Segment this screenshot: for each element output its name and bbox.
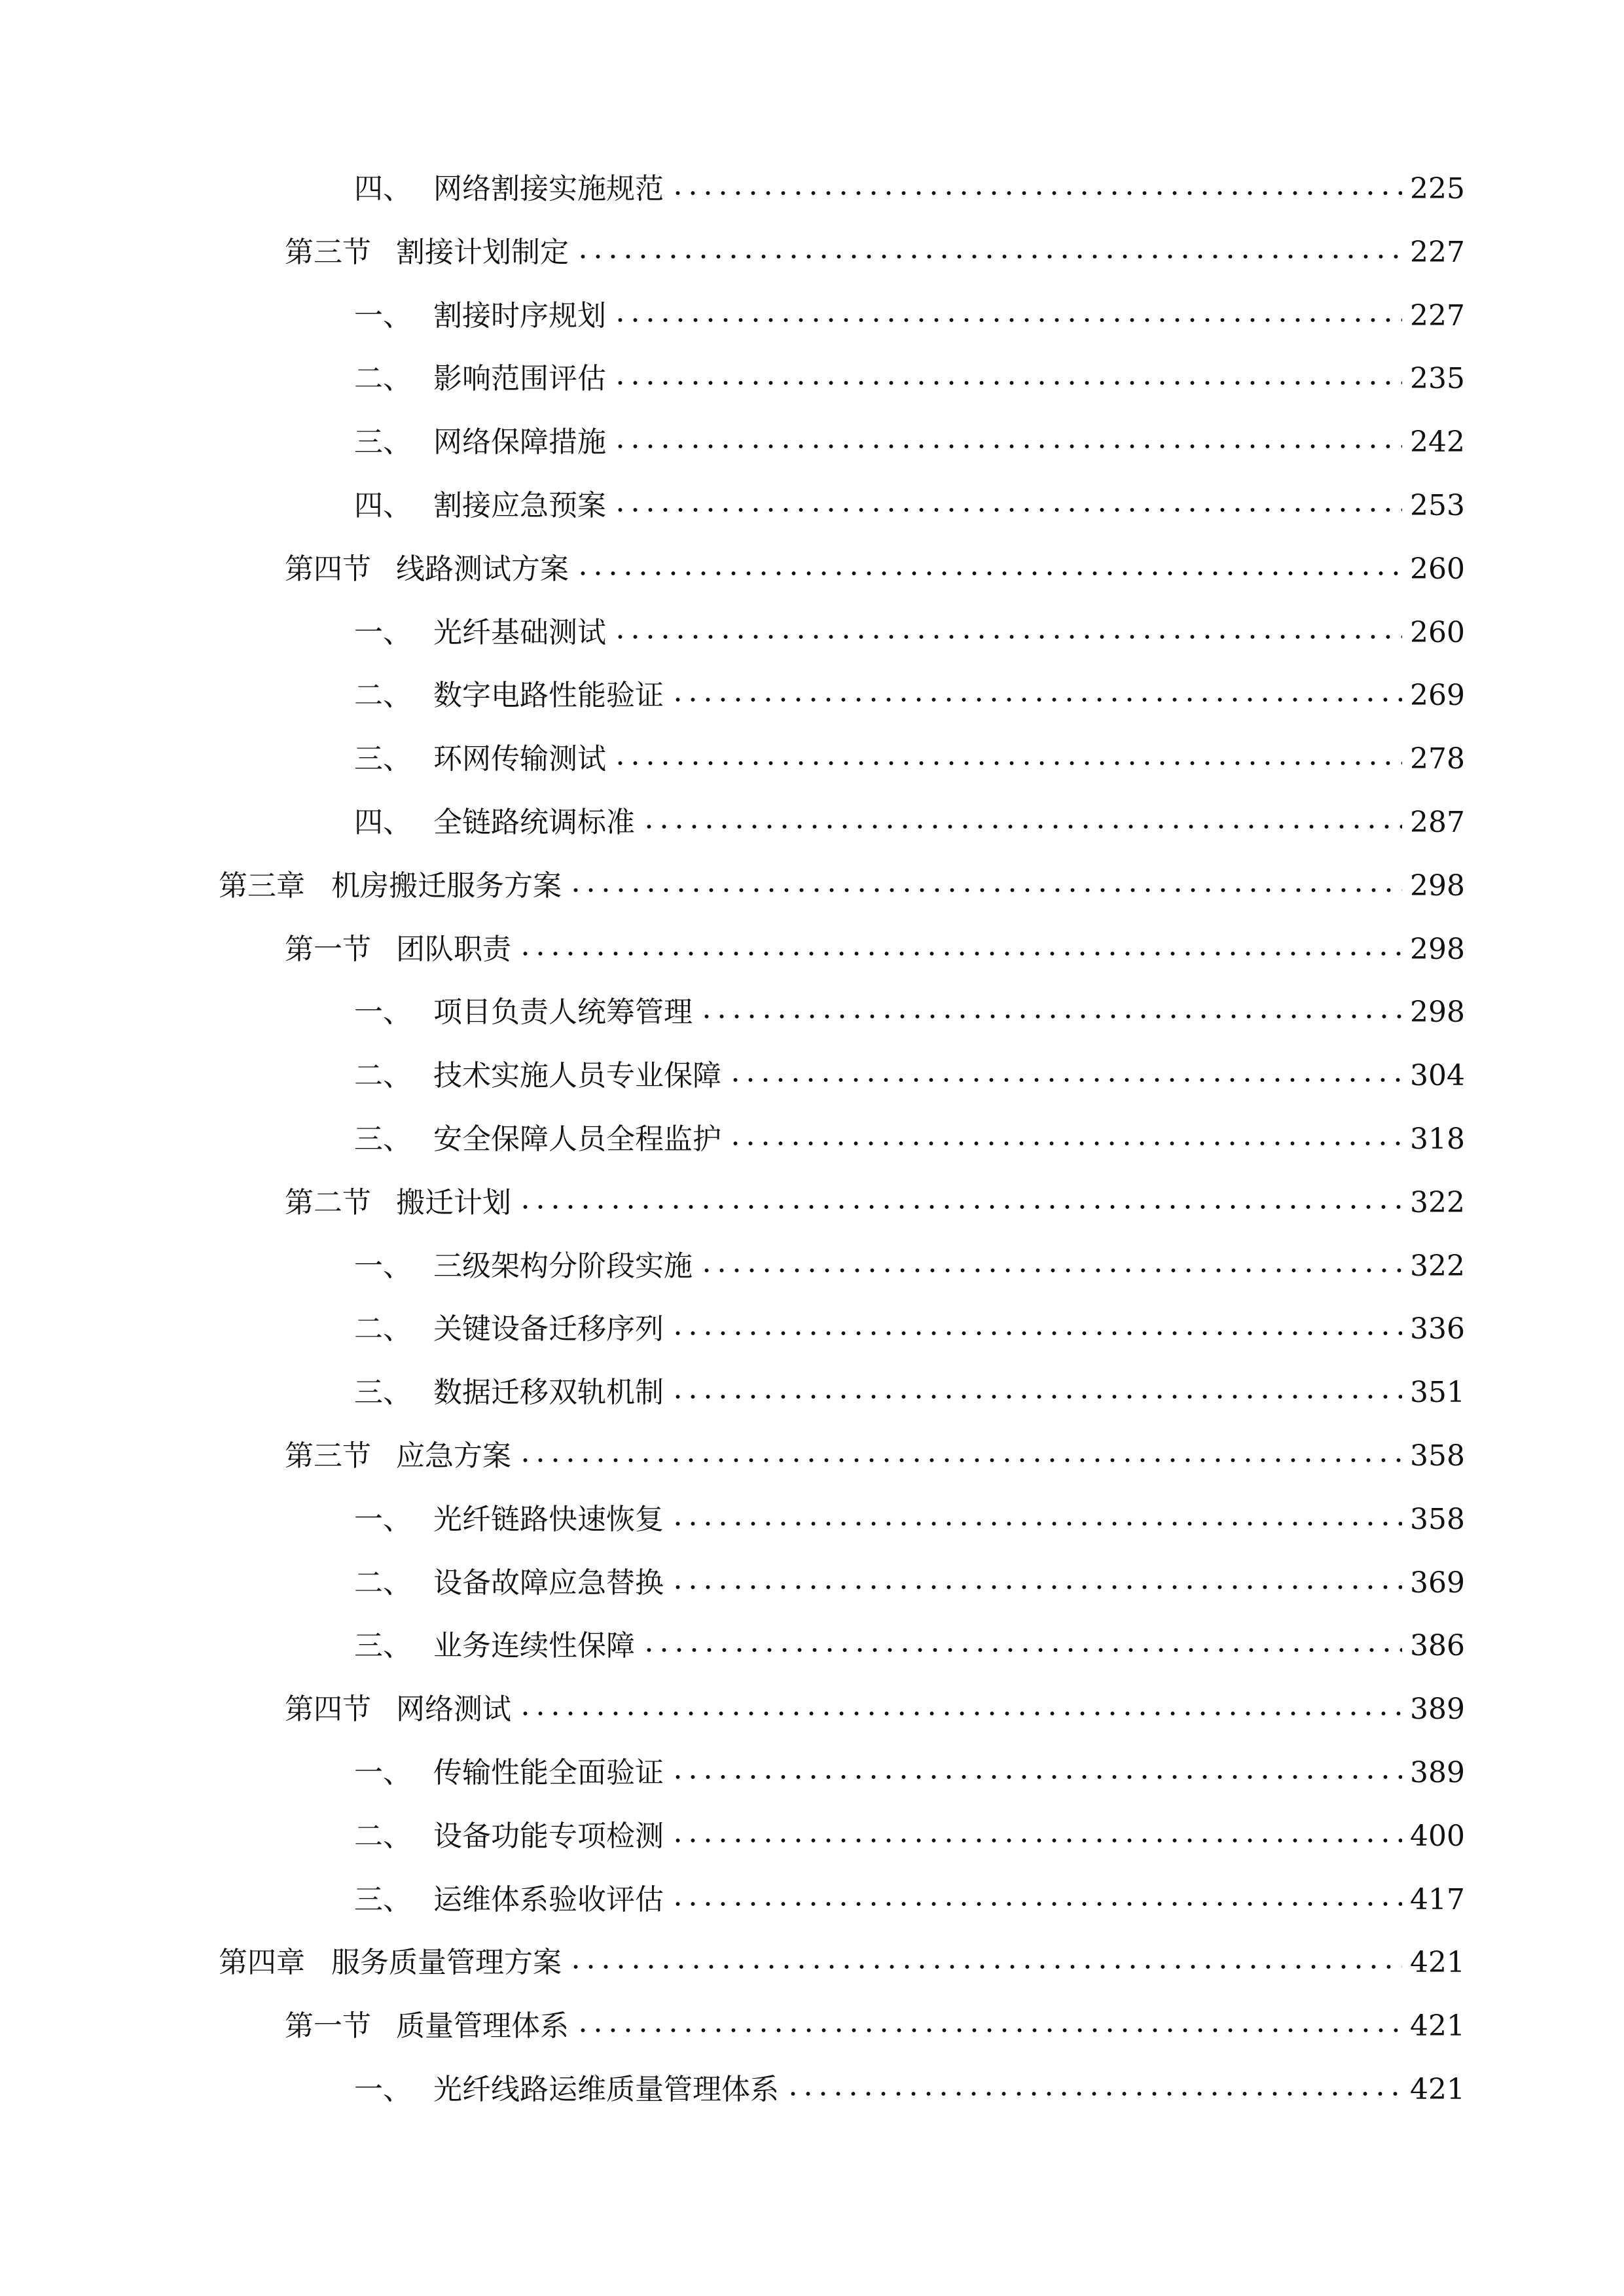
entry-title: 安全保障人员全程监护 — [433, 1122, 721, 1156]
entry-title: 团队职责 — [396, 933, 511, 966]
toc-entry[interactable] — [219, 1925, 1465, 1979]
entry-title: 网络保障措施 — [433, 425, 606, 459]
entry-label — [354, 1378, 664, 1407]
toc-entry[interactable] — [285, 1165, 1465, 1219]
entry-label — [285, 238, 569, 267]
entry-title: 运维体系验收评估 — [433, 1883, 664, 1916]
entry-number: 一、 — [354, 2073, 412, 2106]
entry-page-number: 389 — [1410, 1693, 1465, 1726]
entry-page-number: 287 — [1410, 806, 1465, 839]
entry-label — [354, 489, 606, 522]
toc-entry[interactable] — [354, 975, 1465, 1029]
toc-entry[interactable] — [219, 848, 1465, 903]
dot-leader — [670, 1773, 1402, 1781]
entry-page-number: 235 — [1410, 362, 1465, 395]
entry-label — [285, 1695, 511, 1724]
entry-label — [219, 869, 562, 903]
entry-page-number: 389 — [1410, 1756, 1465, 1789]
entry-number: 三、 — [354, 1376, 412, 1409]
entry-number: 三、 — [354, 1122, 412, 1156]
toc-entry[interactable] — [285, 531, 1465, 586]
entry-page-number: 421 — [1410, 1946, 1465, 1979]
dot-leader — [518, 950, 1402, 958]
toc-entry[interactable] — [354, 1038, 1465, 1092]
entry-number: 三、 — [354, 1883, 412, 1916]
dot-leader — [613, 759, 1402, 767]
entry-page-number: 298 — [1410, 933, 1465, 966]
entry-label — [354, 1505, 664, 1534]
entry-number: 二、 — [354, 1820, 412, 1853]
toc-entry[interactable] — [285, 1418, 1465, 1473]
toc-entry[interactable] — [285, 912, 1465, 966]
entry-label — [354, 742, 606, 776]
entry-number: 二、 — [354, 1566, 412, 1600]
entry-page-number: 225 — [1410, 172, 1465, 206]
dot-leader — [613, 316, 1402, 324]
dot-leader — [641, 823, 1402, 831]
entry-page-number: 227 — [1410, 299, 1465, 332]
entry-label — [285, 1186, 511, 1219]
entry-number: 三、 — [354, 425, 412, 459]
entry-page-number: 322 — [1410, 1249, 1465, 1283]
entry-number: 一、 — [354, 1503, 412, 1536]
toc-entry[interactable] — [354, 595, 1465, 649]
entry-title: 传输性能全面验证 — [433, 1756, 664, 1789]
entry-label — [354, 808, 635, 837]
entry-page-number: 242 — [1410, 425, 1465, 459]
entry-title: 技术实施人员专业保障 — [433, 1059, 721, 1092]
entry-number: 第一节 — [285, 2009, 371, 2043]
entry-page-number: 421 — [1410, 2009, 1465, 2043]
entry-number: 第四节 — [285, 552, 371, 586]
dot-leader — [728, 1076, 1402, 1084]
dot-leader — [670, 1837, 1402, 1844]
entry-title: 光纤线路运维质量管理体系 — [433, 2073, 779, 2106]
entry-label — [354, 172, 664, 206]
dot-leader — [613, 442, 1402, 450]
entry-number: 三、 — [354, 742, 412, 776]
dot-leader — [670, 1329, 1402, 1337]
entry-page-number: 351 — [1410, 1376, 1465, 1409]
dot-leader — [613, 506, 1402, 514]
dot-leader — [670, 189, 1402, 197]
entry-label — [354, 681, 664, 710]
toc-entry[interactable] — [354, 785, 1465, 839]
toc-entry[interactable] — [354, 1862, 1465, 1916]
dot-leader — [785, 2090, 1402, 2098]
entry-label — [354, 1629, 635, 1662]
entry-page-number: 260 — [1410, 616, 1465, 649]
entry-page-number: 298 — [1410, 869, 1465, 903]
toc-entry[interactable] — [354, 1799, 1465, 1853]
entry-page-number: 386 — [1410, 1629, 1465, 1662]
entry-page-number: 269 — [1410, 679, 1465, 712]
entry-title: 割接应急预案 — [433, 489, 606, 522]
entry-label — [354, 1756, 664, 1789]
entry-label — [219, 1948, 562, 1977]
entry-title: 全链路统调标准 — [433, 806, 635, 839]
dot-leader — [670, 1393, 1402, 1401]
entry-number: 一、 — [354, 616, 412, 649]
dot-leader — [728, 1139, 1402, 1147]
entry-page-number: 336 — [1410, 1312, 1465, 1346]
dot-leader — [670, 1900, 1402, 1908]
entry-label — [354, 425, 606, 459]
dot-leader — [518, 1456, 1402, 1464]
entry-number: 四、 — [354, 806, 412, 839]
entry-title: 割接时序规划 — [433, 299, 606, 332]
dot-leader — [568, 886, 1402, 894]
entry-number: 一、 — [354, 299, 412, 332]
entry-title: 环网传输测试 — [433, 742, 606, 776]
toc-entry[interactable] — [354, 1482, 1465, 1536]
entry-page-number: 278 — [1410, 742, 1465, 776]
entry-number: 第二节 — [285, 1186, 371, 1219]
dot-leader — [613, 379, 1402, 387]
entry-title: 三级架构分阶段实施 — [433, 1249, 693, 1283]
dot-leader — [568, 1963, 1402, 1971]
entry-label — [354, 1883, 664, 1916]
entry-label — [354, 1566, 664, 1600]
toc-entry[interactable] — [354, 1545, 1465, 1600]
entry-label — [354, 299, 606, 332]
entry-title: 设备功能专项检测 — [433, 1820, 664, 1853]
entry-page-number: 358 — [1410, 1439, 1465, 1473]
entry-title: 线路测试方案 — [396, 552, 569, 586]
toc-entry[interactable] — [354, 341, 1465, 395]
toc-entry[interactable] — [354, 1735, 1465, 1789]
entry-page-number: 304 — [1410, 1059, 1465, 1092]
entry-page-number: 227 — [1410, 236, 1465, 269]
dot-leader — [575, 569, 1402, 577]
entry-number: 三、 — [354, 1629, 412, 1662]
entry-title: 割接计划制定 — [396, 236, 569, 269]
entry-title: 关键设备迁移序列 — [433, 1312, 664, 1346]
toc-entry[interactable] — [354, 1229, 1465, 1283]
entry-title: 光纤链路快速恢复 — [433, 1503, 664, 1536]
entry-title: 应急方案 — [396, 1439, 511, 1473]
entry-page-number: 358 — [1410, 1503, 1465, 1536]
dot-leader — [699, 1013, 1402, 1020]
entry-page-number: 417 — [1410, 1883, 1465, 1916]
toc-entry[interactable] — [285, 215, 1465, 269]
entry-page-number: 260 — [1410, 552, 1465, 586]
dot-leader — [670, 1520, 1402, 1528]
entry-title: 业务连续性保障 — [433, 1629, 635, 1662]
entry-number: 第四节 — [285, 1693, 371, 1726]
dot-leader — [670, 696, 1402, 704]
entry-title: 搬迁计划 — [396, 1186, 511, 1219]
entry-label — [354, 1249, 693, 1283]
entry-number: 二、 — [354, 362, 412, 395]
toc-entry[interactable] — [354, 2052, 1465, 2106]
entry-label — [354, 2075, 779, 2104]
dot-leader — [518, 1203, 1402, 1211]
entry-label — [354, 616, 606, 649]
entry-label — [354, 998, 693, 1027]
entry-label — [285, 2009, 569, 2043]
dot-leader — [670, 1583, 1402, 1591]
entry-number: 二、 — [354, 1059, 412, 1092]
dot-leader — [575, 2026, 1402, 2034]
entry-page-number: 253 — [1410, 489, 1465, 522]
toc-entry[interactable] — [354, 278, 1465, 332]
dot-leader — [613, 633, 1402, 641]
entry-label — [285, 935, 511, 964]
entry-title: 网络割接实施规范 — [433, 172, 664, 206]
toc-entry[interactable] — [285, 1988, 1465, 2043]
entry-number: 四、 — [354, 489, 412, 522]
toc-entry[interactable] — [354, 404, 1465, 459]
dot-leader — [641, 1646, 1402, 1654]
entry-number: 一、 — [354, 1249, 412, 1283]
entry-number: 第四章 — [219, 1946, 305, 1979]
toc-entry[interactable] — [354, 151, 1465, 206]
entry-label — [285, 552, 569, 586]
entry-title: 光纤基础测试 — [433, 616, 606, 649]
toc-entry[interactable] — [354, 468, 1465, 522]
entry-number: 二、 — [354, 679, 412, 712]
toc-entry[interactable] — [285, 1672, 1465, 1726]
dot-leader — [575, 253, 1402, 260]
toc-entry[interactable] — [354, 1102, 1465, 1156]
entry-title: 影响范围评估 — [433, 362, 606, 395]
entry-title: 机房搬迁服务方案 — [331, 869, 562, 903]
toc-entry[interactable] — [354, 721, 1465, 776]
entry-title: 设备故障应急替换 — [433, 1566, 664, 1600]
entry-title: 质量管理体系 — [396, 2009, 569, 2043]
toc-entry[interactable] — [354, 1608, 1465, 1662]
dot-leader — [518, 1710, 1402, 1717]
entry-title: 网络测试 — [396, 1693, 511, 1726]
toc-entry[interactable] — [354, 658, 1465, 712]
entry-number: 第三节 — [285, 236, 371, 269]
entry-number: 二、 — [354, 1312, 412, 1346]
entry-page-number: 400 — [1410, 1820, 1465, 1853]
entry-label — [354, 1312, 664, 1346]
entry-number: 一、 — [354, 996, 412, 1029]
entry-title: 项目负责人统筹管理 — [433, 996, 693, 1029]
entry-label — [354, 1059, 721, 1092]
entry-page-number: 322 — [1410, 1186, 1465, 1219]
entry-page-number: 318 — [1410, 1122, 1465, 1156]
entry-number: 四、 — [354, 172, 412, 206]
toc-entry[interactable] — [354, 1355, 1465, 1409]
entry-label — [354, 362, 606, 395]
entry-number: 第三节 — [285, 1439, 371, 1473]
toc-entry[interactable] — [354, 1291, 1465, 1346]
entry-title: 数字电路性能验证 — [433, 679, 664, 712]
entry-page-number: 298 — [1410, 996, 1465, 1029]
entry-number: 第一节 — [285, 933, 371, 966]
entry-number: 一、 — [354, 1756, 412, 1789]
entry-number: 第三章 — [219, 869, 305, 903]
entry-title: 数据迁移双轨机制 — [433, 1376, 664, 1409]
entry-page-number: 369 — [1410, 1566, 1465, 1600]
entry-title: 服务质量管理方案 — [331, 1946, 562, 1979]
entry-label — [354, 1122, 721, 1156]
entry-label — [354, 1822, 664, 1851]
dot-leader — [699, 1266, 1402, 1274]
entry-page-number: 421 — [1410, 2073, 1465, 2106]
entry-label — [285, 1439, 511, 1473]
